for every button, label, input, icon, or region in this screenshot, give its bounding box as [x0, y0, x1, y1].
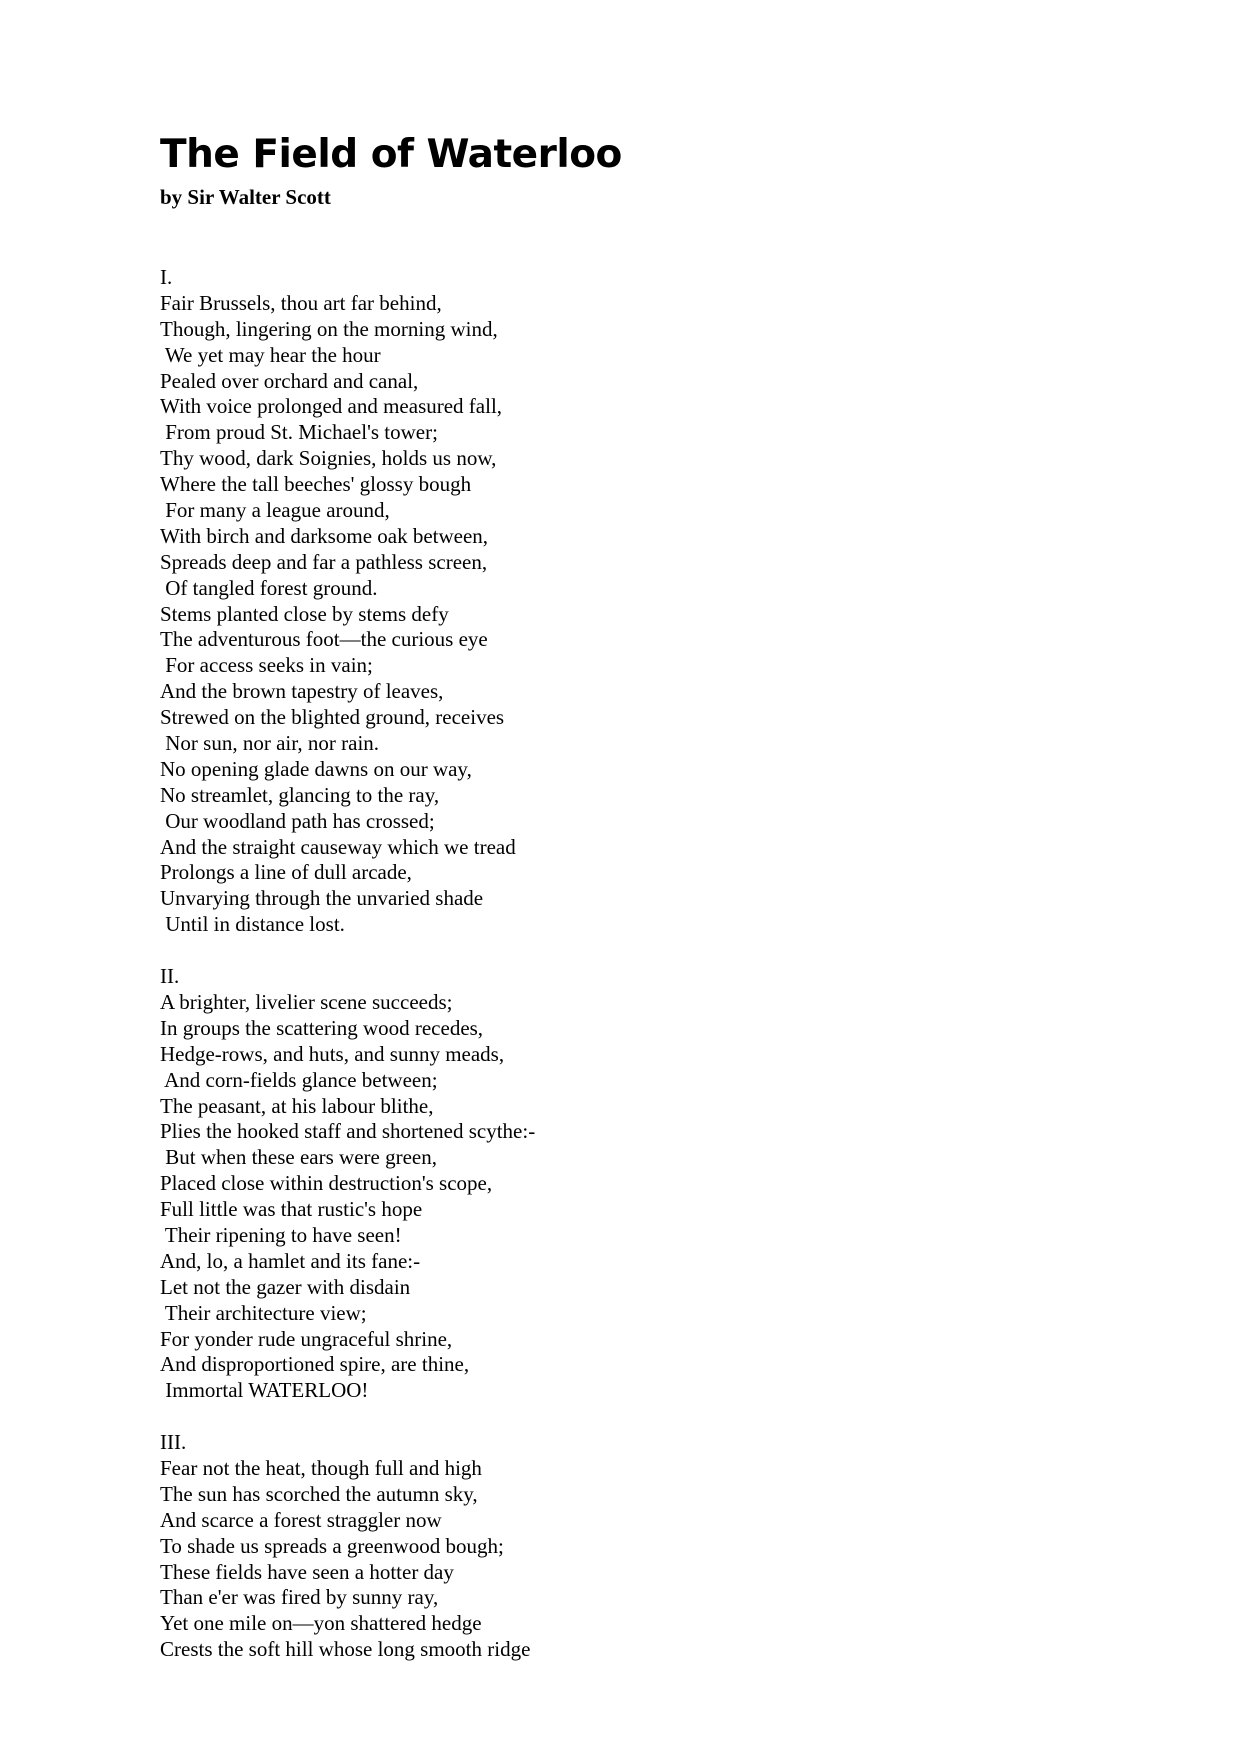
poem-line: Plies the hooked staff and shortened scythe:-: [160, 1119, 536, 1144]
poem-line: Yet one mile on—yon shattered hedge: [160, 1611, 482, 1636]
stanza-number: II.: [160, 964, 180, 989]
poem-line: But when these ears were green,: [160, 1145, 437, 1170]
poem-line: Fair Brussels, thou art far behind,: [160, 290, 442, 315]
poem-line: Their architecture view;: [160, 1300, 367, 1325]
poem-line: Our woodland path has crossed;: [160, 808, 435, 833]
poem-line: The sun has scorched the autumn sky,: [160, 1481, 478, 1506]
poem-line: Immortal WATERLOO!: [160, 1378, 369, 1403]
poem-line: No streamlet, glancing to the ray,: [160, 782, 440, 807]
poem-line: With voice prolonged and measured fall,: [160, 394, 503, 419]
poem-line: Prolongs a line of dull arcade,: [160, 860, 412, 885]
poem-line: For many a league around,: [160, 498, 390, 523]
poem-line: Stems planted close by stems defy: [160, 601, 449, 626]
poem-line: Hedge-rows, and huts, and sunny meads,: [160, 1041, 505, 1066]
poem-line: Though, lingering on the morning wind,: [160, 316, 498, 341]
stanza: [160, 265, 535, 938]
poem-line: Crests the soft hill whose long smooth ridge: [160, 1637, 531, 1662]
poem-line: From proud St. Michael's tower;: [160, 420, 438, 445]
poem-line: Full little was that rustic's hope: [160, 1197, 423, 1222]
poem-line: And corn-fields glance between;: [160, 1067, 438, 1092]
stanza: [160, 964, 535, 1404]
poem-line: And the brown tapestry of leaves,: [160, 679, 444, 704]
poem-line: Of tangled forest ground.: [160, 575, 378, 600]
poem-line: To shade us spreads a greenwood bough;: [160, 1533, 504, 1558]
poem-title: The Field of Waterloo: [160, 132, 622, 177]
poem-line: For yonder rude ungraceful shrine,: [160, 1326, 453, 1351]
poem-line: Thy wood, dark Soignies, holds us now,: [160, 446, 497, 471]
poem-line: We yet may hear the hour: [160, 342, 381, 367]
poem-line: Let not the gazer with disdain: [160, 1274, 411, 1299]
poem-line: Placed close within destruction's scope,: [160, 1171, 493, 1196]
poem-line: Strewed on the blighted ground, receives: [160, 705, 505, 730]
poem-line: Unvarying through the unvaried shade: [160, 886, 484, 911]
poem-line: And scarce a forest straggler now: [160, 1507, 442, 1532]
poem-line: And, lo, a hamlet and its fane:-: [160, 1248, 421, 1273]
poem-line: For access seeks in vain;: [160, 653, 373, 678]
poem-line: No opening glade dawns on our way,: [160, 756, 472, 781]
poem-line: Where the tall beeches' glossy bough: [160, 472, 472, 497]
stanza-number: III.: [160, 1430, 187, 1455]
poem-line: Than e'er was fired by sunny ray,: [160, 1585, 439, 1610]
stanza: [160, 1430, 535, 1663]
poem-line: Until in distance lost.: [160, 912, 345, 937]
poem-line: Fear not the heat, though full and high: [160, 1455, 482, 1480]
poem-line: And disproportioned spire, are thine,: [160, 1352, 470, 1377]
poem-line: The adventurous foot—the curious eye: [160, 627, 488, 652]
poem-line: In groups the scattering wood recedes,: [160, 1015, 484, 1040]
poem-line: These fields have seen a hotter day: [160, 1559, 454, 1584]
stanza-number: I.: [160, 265, 173, 289]
poem-line: Pealed over orchard and canal,: [160, 368, 419, 393]
poem-line: And the straight causeway which we tread: [160, 834, 516, 859]
poem-line: Their ripening to have seen!: [160, 1222, 402, 1247]
poem-body: [160, 265, 535, 1689]
poem-line: A brighter, livelier scene succeeds;: [160, 989, 453, 1014]
poem-line: The peasant, at his labour blithe,: [160, 1093, 434, 1118]
poem-author: by Sir Walter Scott: [160, 185, 331, 209]
poem-line: Nor sun, nor air, nor rain.: [160, 731, 380, 756]
poem-line: Spreads deep and far a pathless screen,: [160, 549, 488, 574]
poem-line: With birch and darksome oak between,: [160, 523, 489, 548]
